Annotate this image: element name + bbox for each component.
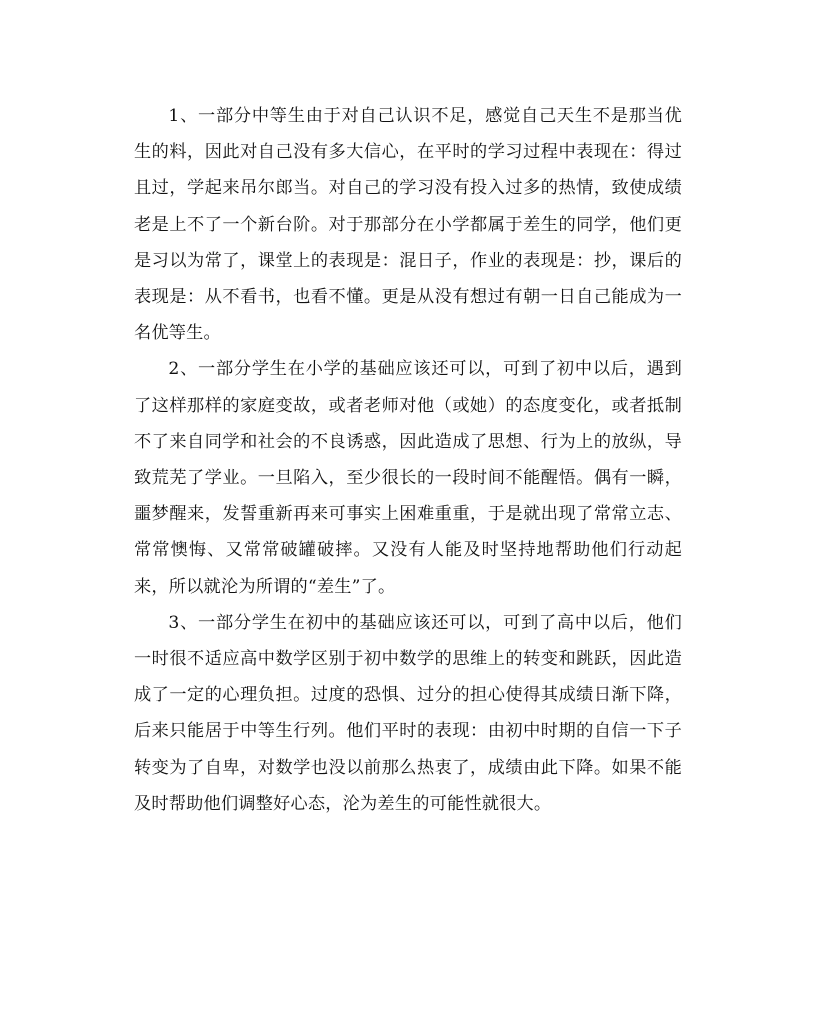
paragraph-3: 3、一部分学生在初中的基础应该还可以，可到了高中以后，他们一时很不适应高中数学区别于初中数学的思维上的转变和跳跃，因此造成了一定的心理负担。过度的恐惧、过分的担心使得其成绩日渐下降，后来只能居于中等生行列。他们平时的表现：由初中时期的自信一下子转变为了自卑，对数学也没以前那么热衷了，成绩由此下降。如果不能及时帮助他们调整好心态，沦为差生的可能性就很大。 (134, 612, 682, 814)
paragraph-2: 2、一部分学生在小学的基础应该还可以，可到了初中以后，遇到了这样那样的家庭变故，或者老师对他（或她）的态度变化，或者抵制不了来自同学和社会的不良诱惑，因此造成了思想、行为上的放纵，导致荒芜了学业。一旦陷入，至少很长的一段时间不能醒悟。偶有一瞬，噩梦醒来，发誓重新再来可事实上困难重重，于是就出现了常常立志、常常懊悔、又常常破罐破摔。又没有人能及时坚持地帮助他们行动起来，所以就沦为所谓的“差生”了。 (134, 359, 682, 597)
document-body (134, 98, 682, 822)
paragraph-1: 1、一部分中等生由于对自己认识不足，感觉自己天生不是那当优生的料，因此对自己没有多大信心，在平时的学习过程中表现在：得过且过，学起来吊尔郎当。对自己的学习没有投入过多的热情，致使成绩老是上不了一个新台阶。对于那部分在小学都属于差生的同学，他们更是习以为常了，课堂上的表现是：混日子，作业的表现是：抄，课后的表现是：从不看书，也看不懂。更是从没有想过有朝一日自己能成为一名优等生。 (134, 106, 682, 344)
